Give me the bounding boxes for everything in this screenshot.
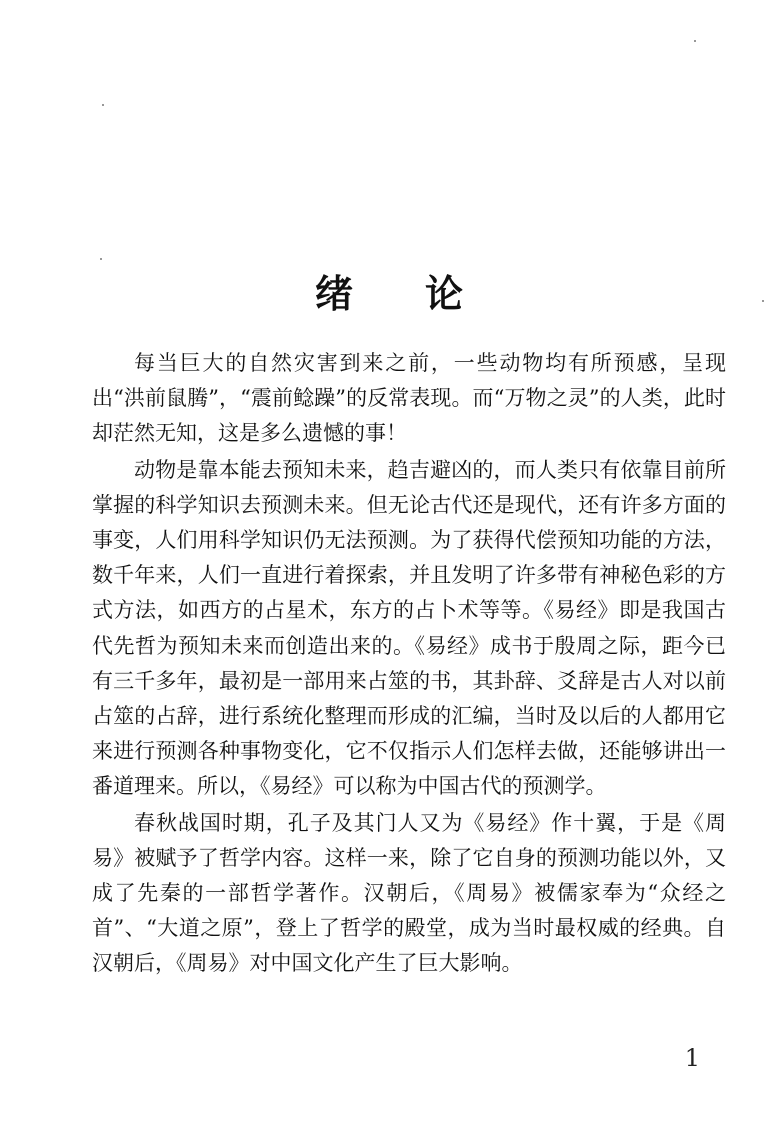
chapter-body	[92, 346, 726, 982]
paragraph-3: 春秋战国时期，孔子及其门人又为《易经》作十翼，于是《周易》被赋予了哲学内容。这样一来，除了它自身的预测功能以外，又成了先秦的一部哲学著作。汉朝后，《周易》被儒家奉为“众经之首”、“大道之原”，登上了哲学的殿堂，成为当时最权威的经典。自汉朝后，《周易》对中国文化产生了巨大影响。	[92, 810, 726, 976]
page-number: 1	[684, 1044, 700, 1072]
scan-speck	[102, 104, 104, 106]
paragraph-1: 每当巨大的自然灾害到来之前，一些动物均有所预感，呈现出“洪前鼠腾”，“震前鲶躁”的反常表现。而“万物之灵”的人类，此时却茫然无知，这是多么遗憾的事！	[92, 351, 726, 446]
chapter-title-part-1: 绪	[314, 272, 353, 317]
scan-speck	[694, 40, 696, 42]
chapter-title-part-2: 论	[425, 272, 464, 317]
chapter-title	[0, 263, 778, 318]
paragraph-2: 动物是靠本能去预知未来，趋吉避凶的，而人类只有依靠目前所掌握的科学知识去预测未来。但无论古代还是现代，还有许多方面的事变，人们用科学知识仍无法预测。为了获得代偿预知功能的方法，数千年来，人们一直进行着探索，并且发明了许多带有神秘色彩的方式方法，如西方的占星术，东方的占卜术等等。《易经》即是我国古代先哲为预知未来而创造出来的。《易经》成书于殷周之际，距今已有三千多年，最初是一部用来占筮的书，其卦辞、爻辞是古人对以前占筮的占辞，进行系统化整理而形成的汇编，当时及以后的人都用它来进行预测各种事物变化，它不仅指示人们怎样去做，还能够讲出一番道理来。所以，《易经》可以称为中国古代的预测学。	[92, 457, 726, 799]
scan-speck	[100, 258, 102, 260]
